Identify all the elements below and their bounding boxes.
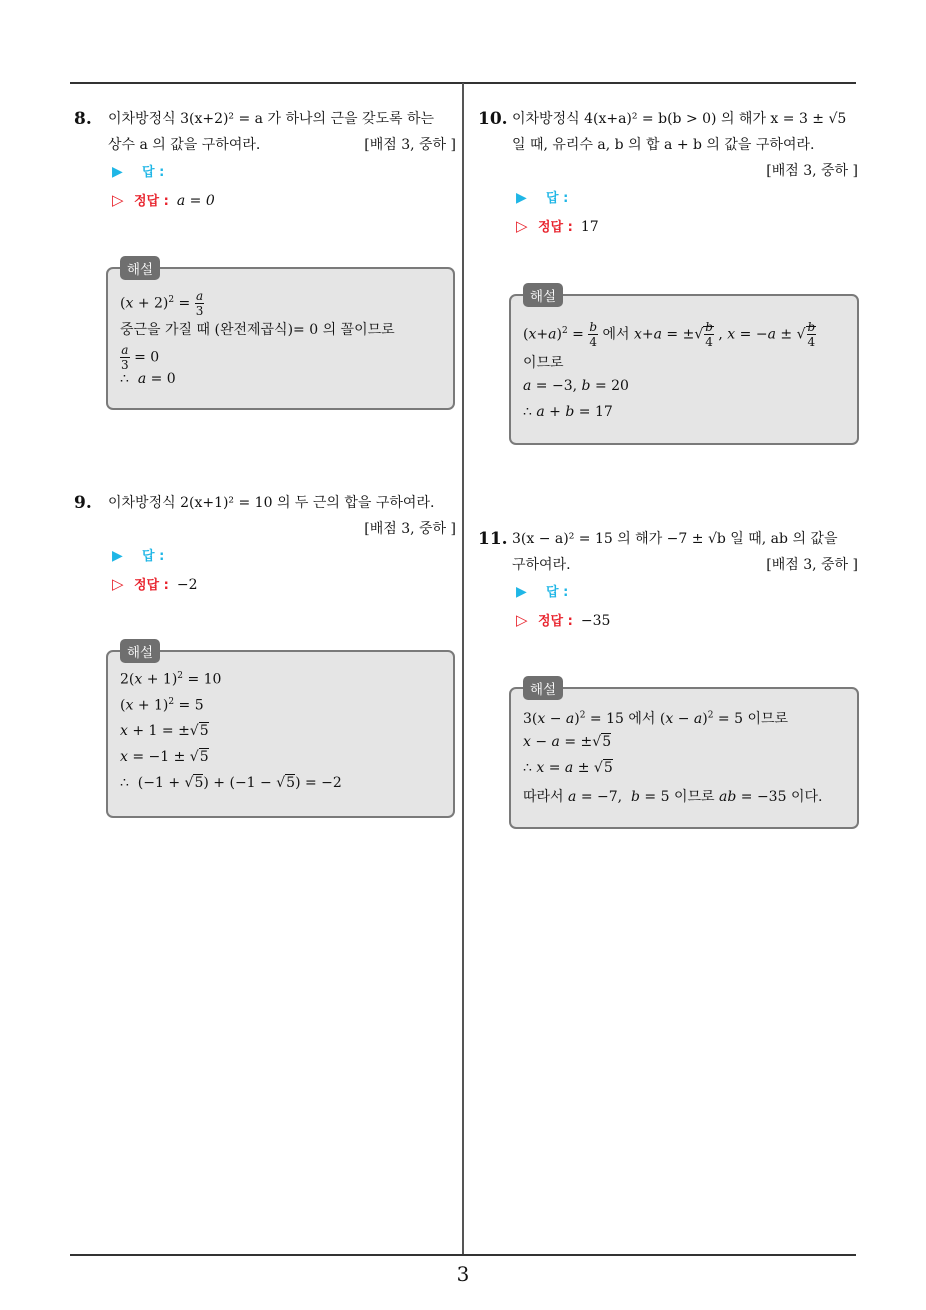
solution-box-9 bbox=[106, 645, 455, 818]
outline-arrow-icon: ▷ bbox=[112, 191, 124, 209]
solution-tag: 해설 bbox=[523, 283, 563, 307]
question-line: 일 때, 유리수 a, b 의 합 a + b 의 값을 구하여라. bbox=[512, 137, 815, 153]
outline-arrow-icon: ▷ bbox=[516, 217, 528, 235]
solution-line: ∴ x = a ± √5 bbox=[523, 760, 613, 776]
solution-line: x − a = ±√5 bbox=[523, 734, 612, 750]
solution-line: a = −3, b = 20 bbox=[523, 378, 629, 394]
problem-number: 11. bbox=[478, 529, 508, 549]
outline-arrow-icon: ▷ bbox=[516, 611, 528, 629]
solution-line: ∴ a + b = 17 bbox=[523, 404, 613, 420]
solution-line: ∴ (−1 + √5) + (−1 − √5) = −2 bbox=[120, 775, 342, 791]
answer-line bbox=[516, 184, 858, 212]
score-difficulty: [배점 3, 중하 ] bbox=[364, 521, 456, 537]
solution-line: $(x+a)^2$ = $\frac{b}{4}$ 에서 x+a = ±√ $\frac{b}{4}$ , x = −a ± √ $\frac{b}{4}$ bbox=[523, 320, 816, 349]
problem-9 bbox=[74, 490, 456, 598]
play-arrow-icon: ▶ bbox=[112, 548, 123, 564]
problem-number: 10. bbox=[478, 109, 508, 129]
solution-line: 이므로 bbox=[523, 355, 564, 371]
page-number: 3 bbox=[456, 1262, 470, 1286]
solution-line: x = −1 ± √5 bbox=[120, 749, 209, 765]
question-line: 이차방정식 2(x+1)² = 10 의 두 근의 합을 구하여라. bbox=[108, 495, 435, 511]
solution-line: $(x + 2)^2$ = $\frac{a}{3}$ bbox=[120, 289, 204, 318]
solution-tag: 해설 bbox=[120, 256, 160, 280]
correct-answer: 17 bbox=[580, 219, 599, 235]
solution-line: ∴ a = 0 bbox=[120, 371, 176, 387]
problem-11 bbox=[478, 526, 858, 634]
correct-answer-line bbox=[112, 570, 456, 598]
play-arrow-icon: ▶ bbox=[112, 164, 123, 180]
solution-line: $3(x - a)^2 = 15$ 에서 $(x - a)^2 = 5$ 이므로 bbox=[523, 710, 789, 727]
answer-line bbox=[112, 158, 456, 186]
solution-tag: 해설 bbox=[523, 676, 563, 700]
solution-line: $2(x + 1)^2 = 10$ bbox=[120, 671, 222, 688]
question-line bbox=[108, 132, 456, 158]
correct-label: 정답 : bbox=[538, 614, 573, 629]
question-line: 이차방정식 3(x+2)² = a 가 하나의 근을 갖도록 하는 bbox=[108, 111, 435, 127]
solution-box-8 bbox=[106, 262, 455, 410]
column-divider bbox=[462, 83, 464, 1255]
solution-line: 중근을 가질 때 (완전제곱식)= 0 의 꼴이므로 bbox=[120, 322, 395, 338]
question-line bbox=[512, 552, 858, 578]
score-difficulty: [배점 3, 중하 ] bbox=[766, 163, 858, 179]
answer-line bbox=[112, 542, 456, 570]
play-arrow-icon: ▶ bbox=[516, 584, 527, 600]
problem-number: 9. bbox=[74, 493, 92, 513]
answer-label: 답 : bbox=[142, 165, 165, 180]
bottom-rule bbox=[70, 1254, 856, 1256]
question-text: 상수 a 의 값을 구하여라. bbox=[108, 137, 261, 153]
correct-answer-line bbox=[516, 212, 858, 240]
solution-line: $\frac{a}{3}$ = 0 bbox=[121, 343, 160, 372]
correct-label: 정답 : bbox=[538, 220, 573, 235]
solution-line: $(x + 1)^2 = 5$ bbox=[120, 697, 204, 714]
outline-arrow-icon: ▷ bbox=[112, 575, 124, 593]
solution-box-10 bbox=[509, 289, 859, 445]
question-line: 3(x − a)² = 15 의 해가 −7 ± √b 일 때, ab 의 값을 bbox=[512, 531, 838, 547]
answer-label: 답 : bbox=[546, 191, 569, 206]
question-text: 구하여라. bbox=[512, 557, 571, 573]
correct-label: 정답 : bbox=[134, 194, 169, 209]
correct-answer: a = 0 bbox=[176, 193, 215, 209]
correct-answer-line bbox=[516, 606, 858, 634]
correct-answer: −35 bbox=[580, 613, 611, 629]
answer-line bbox=[516, 578, 858, 606]
answer-label: 답 : bbox=[546, 585, 569, 600]
solution-tag: 해설 bbox=[120, 639, 160, 663]
score-difficulty: [배점 3, 중하 ] bbox=[766, 557, 858, 573]
problem-10 bbox=[478, 106, 858, 240]
solution-line: x + 1 = ±√5 bbox=[120, 723, 209, 739]
solution-box-11 bbox=[509, 682, 859, 829]
problem-8 bbox=[74, 106, 456, 214]
correct-answer: −2 bbox=[176, 577, 198, 593]
play-arrow-icon: ▶ bbox=[516, 190, 527, 206]
solution-line: 따라서 a = −7, b = 5 이므로 ab = −35 이다. bbox=[523, 789, 823, 805]
answer-label: 답 : bbox=[142, 549, 165, 564]
question-line: 이차방정식 4(x+a)² = b(b > 0) 의 해가 x = 3 ± √5 bbox=[512, 111, 847, 127]
problem-number: 8. bbox=[74, 109, 92, 129]
correct-label: 정답 : bbox=[134, 578, 169, 593]
score-difficulty: [배점 3, 중하 ] bbox=[364, 137, 456, 153]
correct-answer-line bbox=[112, 186, 456, 214]
